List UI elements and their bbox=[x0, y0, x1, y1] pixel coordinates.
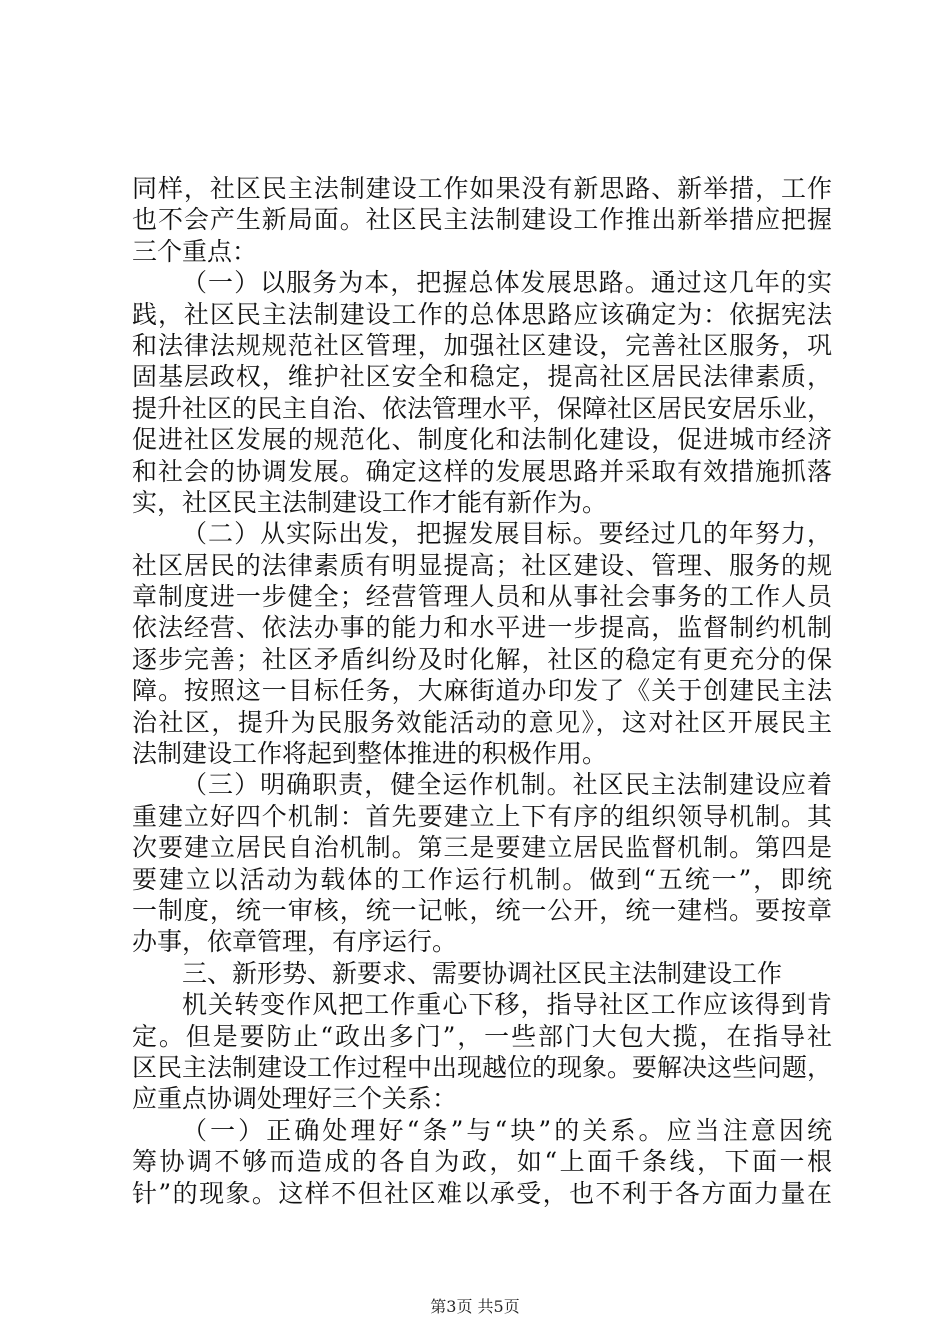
text-line: （一）正确处理好“条”与“块”的关系。应当注意因统 bbox=[182, 1115, 832, 1145]
text-line: 法制建设工作将起到整体推进的积极作用。 bbox=[132, 739, 608, 769]
body-text bbox=[132, 173, 832, 1209]
text-line: 和社会的协调发展。确定这样的发展思路并采取有效措施抓落 bbox=[132, 456, 832, 486]
text-line: 办事，依章管理，有序运行。 bbox=[132, 927, 458, 957]
text-line: 重建立好四个机制：首先要建立上下有序的组织领导机制。其 bbox=[132, 801, 832, 831]
text-line: 依法经营、依法办事的能力和水平进一步提高，监督制约机制 bbox=[132, 613, 832, 643]
text-line: 和法律法规规范社区管理，加强社区建设，完善社区服务，巩 bbox=[132, 330, 832, 360]
text-line: 社区居民的法律素质有明显提高；社区建设、管理、服务的规 bbox=[132, 550, 832, 580]
text-line: 固基层政权，维护社区安全和稳定，提高社区居民法律素质， bbox=[132, 362, 832, 392]
text-line: 一制度，统一审核，统一记帐，统一公开，统一建档。要按章 bbox=[132, 895, 832, 925]
text-line: 区民主法制建设工作过程中出现越位的现象。要解决这些问题， bbox=[132, 1052, 833, 1082]
text-line: 应重点协调处理好三个关系： bbox=[132, 1084, 458, 1114]
text-line: （三）明确职责，健全运作机制。社区民主法制建设应着 bbox=[182, 770, 832, 800]
text-line: 同样，社区民主法制建设工作如果没有新思路、新举措，工作 bbox=[132, 174, 832, 203]
text-line: 定。但是要防止“政出多门”，一些部门大包大揽，在指导社 bbox=[132, 1021, 832, 1051]
text-line: 逐步完善；社区矛盾纠纷及时化解，社区的稳定有更充分的保 bbox=[132, 644, 832, 674]
text-line: 针”的现象。这样不但社区难以承受，也不利于各方面力量在 bbox=[132, 1178, 832, 1208]
text-line: （一）以服务为本，把握总体发展思路。通过这几年的实 bbox=[182, 268, 832, 298]
text-line: 三个重点： bbox=[132, 236, 258, 266]
text-line: 提升社区的民主自治、依法管理水平，保障社区居民安居乐业， bbox=[132, 393, 833, 423]
text-line: （二）从实际出发，把握发展目标。要经过几的年努力， bbox=[182, 519, 832, 549]
text-line: 次要建立居民自治机制。第三是要建立居民监督机制。第四是 bbox=[132, 833, 832, 863]
text-line: 治社区，提升为民服务效能活动的意见》，这对社区开展民主 bbox=[132, 707, 832, 737]
text-line: 三、新形势、新要求、需要协调社区民主法制建设工作 bbox=[182, 958, 783, 988]
page-footer: 第3页 共5页 bbox=[430, 1297, 520, 1316]
text-line: 促进社区发展的规范化、制度化和法制化建设，促进城市经济 bbox=[132, 425, 832, 455]
text-line: 章制度进一步健全；经营管理人员和从事社会事务的工作人员 bbox=[132, 582, 832, 612]
text-line: 要建立以活动为载体的工作运行机制。做到“五统一”，即统 bbox=[132, 864, 832, 894]
text-line: 也不会产生新局面。社区民主法制建设工作推出新举措应把握 bbox=[132, 205, 832, 235]
text-line: 机关转变作风把工作重心下移，指导社区工作应该得到肯 bbox=[182, 990, 832, 1020]
text-line: 筹协调不够而造成的各自为政，如“上面千条线，下面一根 bbox=[132, 1147, 832, 1177]
text-line: 践，社区民主法制建设工作的总体思路应该确定为：依据宪法 bbox=[132, 299, 832, 329]
text-line: 障。按照这一目标任务，大麻街道办印发了《关于创建民主法 bbox=[132, 676, 832, 706]
text-line: 实，社区民主法制建设工作才能有新作为。 bbox=[132, 487, 608, 517]
